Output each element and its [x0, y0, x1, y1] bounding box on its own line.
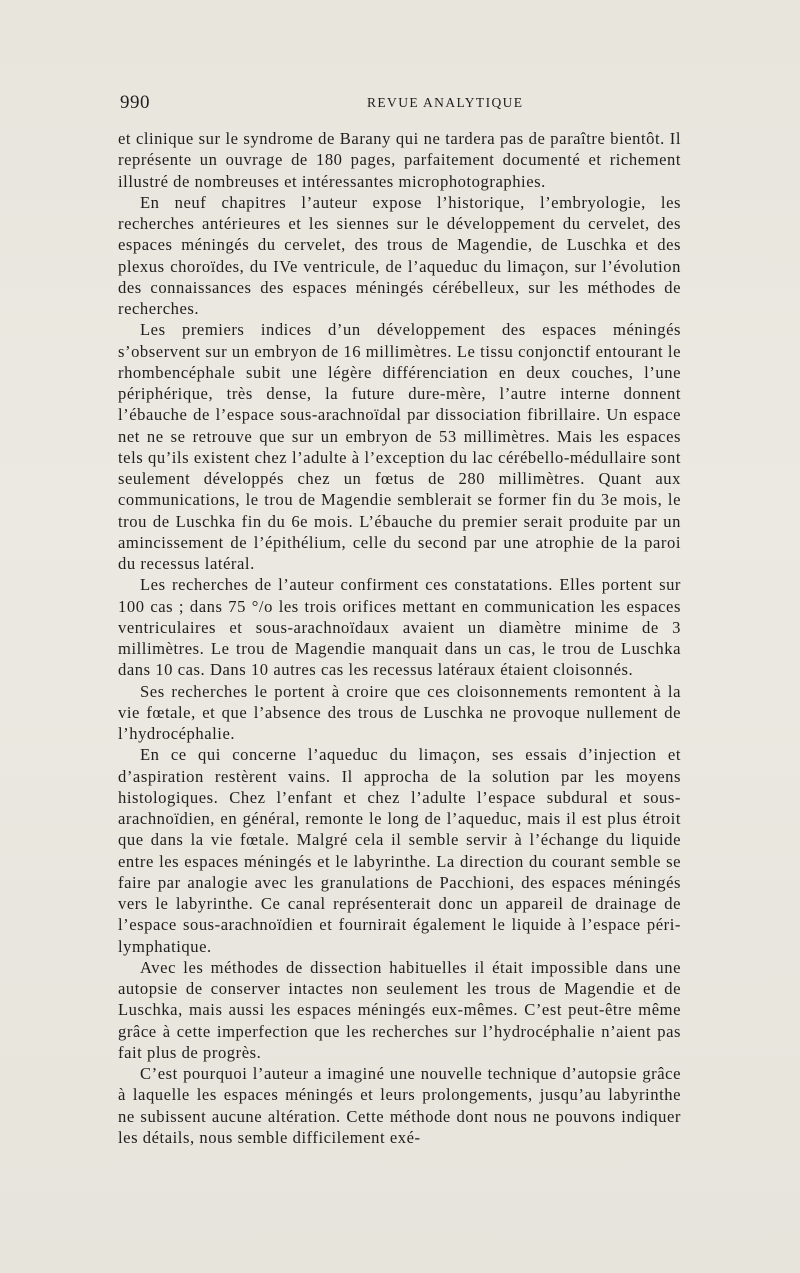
paragraph: C’est pourquoi l’auteur a imaginé une nouvelle technique d’autopsie grâce à laquelle les espaces méningés et leurs prolongements, jusqu’au labyrinthe ne subissent aucune altération. Cette méthode dont nous ne pouvons indiquer les détails, nous semble difficilement exé-: [118, 1064, 681, 1147]
article-body: [118, 128, 681, 1148]
journal-title: REVUE ANALYTIQUE: [367, 95, 524, 110]
page-number: 990: [120, 92, 150, 113]
running-head: [120, 86, 680, 116]
paragraph: Les premiers indices d’un développement des espaces méningés s’observent sur un embryon de 16 millimètres. Le tissu conjonctif entourant le rhombencéphale subit une légère différenciation en deux couches, l’une périphérique, très dense, la future dure-mère, l’autre interne donnent l’ébauche de l’espace sous-arachnoïdal par dissociation fibrillaire. Un espace net ne se retrouve que sur un embryon de 53 millimètres. Mais les espaces tels qu’ils existent chez l’adulte à l’exception du lac cérébello-médullaire sont seulement développés chez un fœtus de 280 millimètres. Quant aux communications, le trou de Magendie semblerait se former fin du 3e mois, le trou de Luschka fin du 6e mois. L’ébauche du premier serait produite par un amincissement de l’épithélium, celle du second par une atrophie de la paroi du recessus latéral.: [118, 320, 681, 573]
paragraph: En neuf chapitres l’auteur expose l’historique, l’embryologie, les recherches antérieures et les siennes sur le développement du cervelet, des espaces méningés du cervelet, des trous de Magendie, de Luschka et des plexus choroïdes, du IVe ventricule, de l’aqueduc du limaçon, sur l’évolution des connaissances des espaces méningés cérébelleux, sur les méthodes de recherches.: [118, 192, 681, 318]
paragraph: En ce qui concerne l’aqueduc du limaçon, ses essais d’injection et d’aspiration restèrent vains. Il approcha de la solution par les moyens histologiques. Chez l’enfant et chez l’adulte l’espace subdural et sous-arachnoïdien, en général, remonte le long de l’aqueduc, mais il est plus étroit que dans la vie fœtale. Malgré cela il semble servir à l’échange du liquide entre les espaces méningés et le labyrinthe. La direction du courant semble se faire par analogie avec les granulations de Pacchioni, des espaces méningés vers le labyrinthe. Ce canal représenterait donc un appareil de drainage de l’espace sous-arachnoïdien et fournirait également le liquide à l’espace péri-lymphatique.: [118, 745, 681, 956]
paragraph: Avec les méthodes de dissection habituelles il était impossible dans une autopsie de conserver intactes non seulement les trous de Magendie et de Luschka, mais aussi les espaces méningés eux-mêmes. C’est peut-être même grâce à cette imperfection que les recherches sur l’hydrocéphalie n’aient pas fait plus de progrès.: [118, 957, 681, 1062]
paragraph: Les recherches de l’auteur confirment ces constatations. Elles portent sur 100 cas ; dans 75 °/o les trois orifices mettant en communication les espaces ventriculaires et sous-arachnoïdaux avaient un diamètre minime de 3 millimètres. Le trou de Magendie manquait dans un cas, le trou de Luschka dans 10 cas. Dans 10 autres cas les recessus latéraux étaient cloisonnés.: [118, 575, 681, 680]
paragraph: Ses recherches le portent à croire que ces cloisonnements remontent à la vie fœtale, et que l’absence des trous de Luschka ne provoque nullement de l’hydrocéphalie.: [118, 681, 681, 743]
paragraph: et clinique sur le syndrome de Barany qui ne tardera pas de paraître bientôt. Il représente un ouvrage de 180 pages, parfaitement documenté et richement illustré de nombreuses et intéressantes microphotographies.: [118, 129, 681, 191]
